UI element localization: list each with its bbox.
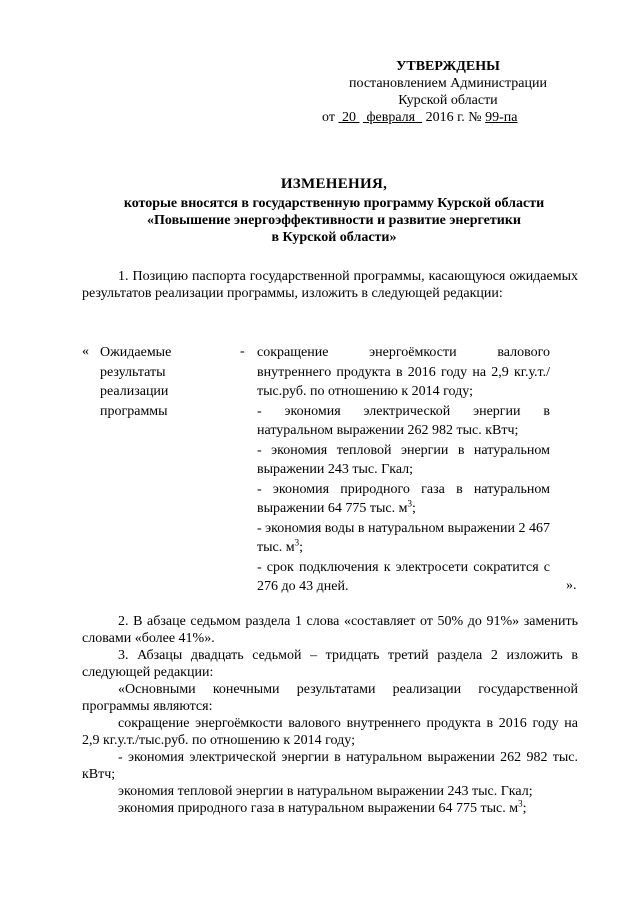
result-item: - экономия тепловой энергии в натуральном выражении 243 тыс. Гкал; bbox=[257, 442, 550, 477]
title-sub-1: которые вносятся в государственную программу Курской области bbox=[123, 196, 545, 211]
quote-paragraph-4: экономия тепловой энергии в натуральном выражении 243 тыс. Гкал; bbox=[118, 784, 533, 799]
close-quote: ». bbox=[566, 578, 577, 593]
approval-line-1: постановлением Администрации bbox=[349, 76, 547, 91]
approval-date-line bbox=[318, 109, 578, 126]
date-year: 2016 г. № bbox=[425, 110, 482, 125]
document-title bbox=[90, 176, 578, 246]
passport-dash: - bbox=[240, 344, 245, 359]
quote-paragraph-3: - экономия электрической энергии в натуральном выражении 262 982 тыс. кВтч; bbox=[82, 750, 578, 782]
date-prefix: от bbox=[322, 110, 335, 125]
result-item: сокращение энергоёмкости валового внутреннего продукта в 2016 году на 2,9 кг.у.т./тыс.руб. по отношению к 2014 году; bbox=[257, 345, 550, 399]
decree-number: 99-па bbox=[485, 110, 518, 125]
open-quote: « bbox=[82, 344, 89, 359]
paragraph-1: 1. Позицию паспорта государственной программы, касающуюся ожидаемых результатов реализации программы, изложить в следующей редакции: bbox=[82, 269, 578, 301]
paragraph-2: 2. В абзаце седьмом раздела 1 слова «составляет от 50% до 91%» заменить словами «более 41%». bbox=[82, 614, 578, 646]
result-item: - срок подключения к электросети сократится с 276 до 43 дней. bbox=[257, 559, 550, 594]
quote-paragraph-1: «Основными конечными результатами реализации государственной программы являются: bbox=[82, 682, 578, 714]
title-sub-2: «Повышение энергоэффективности и развитие энергетики bbox=[147, 213, 521, 228]
approval-line-2: Курской области bbox=[398, 93, 498, 108]
approval-heading: УТВЕРЖДЕНЫ bbox=[396, 59, 500, 74]
quote-paragraph-2: сокращение энергоёмкости валового внутреннего продукта в 2016 году на 2,9 кг.у.т./тыс.руб. по отношению к 2014 году; bbox=[82, 716, 578, 748]
result-item: - экономия электрической энергии в натуральном выражении 262 982 тыс. кВтч; bbox=[257, 403, 550, 438]
title-main: ИЗМЕНЕНИЯ, bbox=[280, 176, 388, 192]
quote-paragraph-5: экономия природного газа в натуральном выражении 64 775 тыс. $м^3$; bbox=[118, 798, 527, 816]
title-sub-3: в Курской области» bbox=[271, 230, 397, 245]
passport-results-column bbox=[257, 343, 550, 597]
result-item: - экономия природного газа в натуральном выражении 64 775 тыс. $м^3$; bbox=[257, 481, 550, 516]
result-item: - экономия воды в натуральном выражении 2 467 тыс. $м^3$; bbox=[257, 520, 551, 555]
date-day: 20 bbox=[341, 110, 356, 125]
passport-label: Ожидаемые результаты реализации программы bbox=[100, 345, 172, 419]
date-month: февраля bbox=[366, 110, 416, 125]
paragraph-3: 3. Абзацы двадцать седьмой – тридцать третий раздела 2 изложить в следующей редакции: bbox=[82, 648, 578, 680]
approval-block bbox=[318, 58, 578, 126]
